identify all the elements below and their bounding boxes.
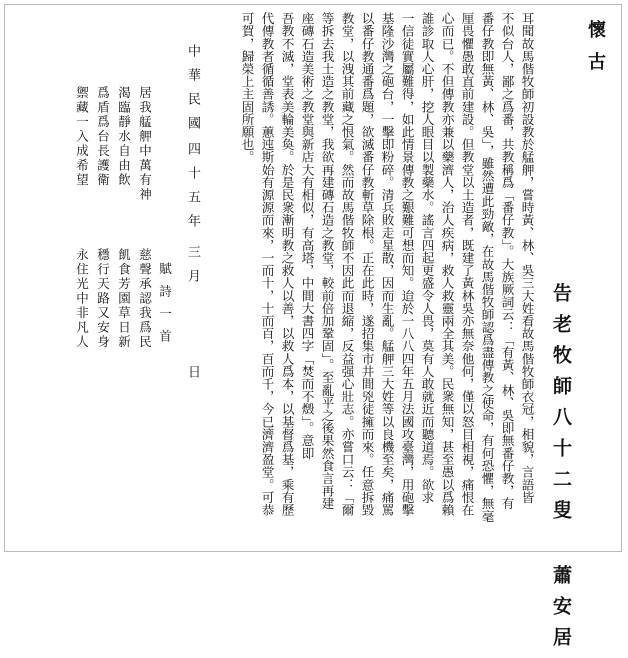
poem-line: 慈聲承認我爲民 <box>137 248 153 350</box>
poem-line: 爲盾爲台長護衛 <box>95 86 111 188</box>
dateline-day: 日 <box>185 365 200 389</box>
body-column: 教堂，以洩其前藏之恨氣。然而故馬偕牧師不因此而退縮，反益强心壯志。亦嘗口云：「爾 <box>339 12 355 516</box>
document-title: 懷古 <box>585 20 606 84</box>
dateline-year: 四十五年 <box>185 142 200 238</box>
poem-label: 賦詩一首 <box>157 262 173 352</box>
poem-line: 永住光中非凡人 <box>74 248 90 350</box>
poem-line: 禦藏一入成希望 <box>74 86 90 188</box>
body-column: 可賀，歸榮上主固所願也。 <box>239 12 255 164</box>
poem-line: 渴臨靜水自由飲 <box>116 86 132 188</box>
body-column: 誰診取人心肝，挖人眼目以製藥水。謠言四起更盛令人畏，莫有人敢就近而聽道焉。欲求 <box>419 12 435 504</box>
poem-line: 飢食芳園草日新 <box>116 248 132 350</box>
body-column: 座磚石造美術之教堂與新店大有相似，有高塔，中間大書四字「焚而不燬」。意即 <box>299 12 315 460</box>
body-column: 吾教不滅，堂表美輪美奐。於是民衆漸明教之救人以善，以救人爲本，以基督爲基，乘有歷 <box>279 12 295 516</box>
body-column: 番仔教即無黃、林、吳」，雖然遭此勁敵，在故馬偕牧師認爲盡傳教之使命，有何恐懼，無毫 <box>479 12 495 523</box>
author-heading: 告老牧師八十二叟 蕭安居 <box>550 283 572 658</box>
body-column: 厘畏懼愚敢直前建設。但教堂以土造者，既建了黃林吳亦無奈他何，僅以怒目相視，痛恨在 <box>459 12 475 516</box>
poem-line: 穩行天路又安身 <box>95 248 111 350</box>
poem-line: 居我艋舺中萬有神 <box>137 86 153 202</box>
body-column: 基隆沙灣之砲台，一擊即粉碎。清兵敗走星散，因而生亂。艋舺三大姓等以良機至矣，痛罵 <box>379 12 395 516</box>
body-column: 代傳教者循循善誘。蕙迍斯始有源源而來，一而十，十而百，百而千，今已濟濟盈堂。可恭 <box>259 12 275 516</box>
body-column: 等拆去我土造之教堂，我欲再建磚石造之教堂，較前倍加鞏固」。至亂平之後果然食言再建 <box>319 12 335 510</box>
body-column: 以番仔教通番爲題，欲滅番仔教斬草除根。正在此時，遂招集市井間兇徒擁而來。任意拆毀 <box>359 12 375 516</box>
body-column: 耳聞故馬偕牧師初設教於艋舺，嘗時黃、林、吳三大姓看故馬偕牧師衣冠，相貌，言語皆 <box>519 12 535 504</box>
dateline-era: 中華民國 <box>185 44 200 140</box>
body-column: 心而已。不但傳教亦兼以藥濟人，治人疾病，救人救靈兩全其美。民衆無知，甚至愚以爲賴 <box>439 12 455 516</box>
dateline-month: 三月 <box>185 245 200 293</box>
body-column: 不似台人，鄙之爲番，共教稱爲「番仔教」。大族厥詞云：「有黃、林、吳即無番仔教，有 <box>499 12 515 510</box>
body-column: 一信徒實屬難得，如此情景傳教之艱難可想而知。迨於一八八四年五月法國攻臺灣，用砲擊 <box>399 12 415 516</box>
